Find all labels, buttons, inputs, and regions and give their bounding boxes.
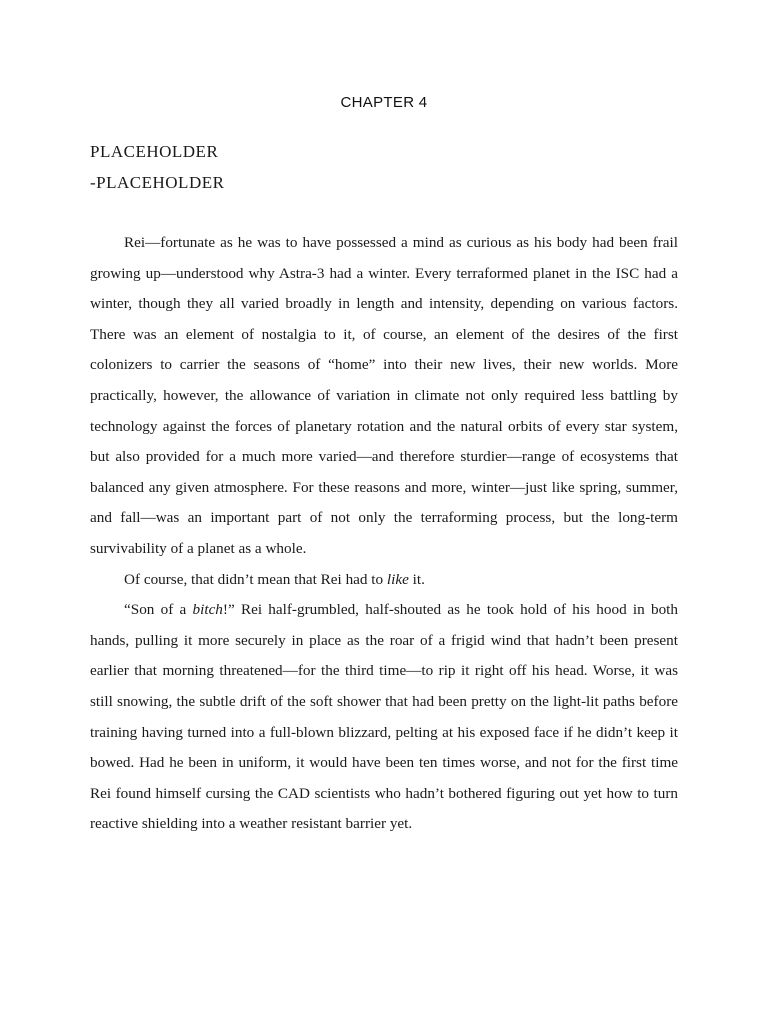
paragraph-2-text-end: it. bbox=[408, 570, 425, 588]
paragraph-1: Rei—fortunate as he was to have possessed a mind as curious as his body had been frail growing up—understood why Astra-3 had a winter. Every terraformed planet in the ISC had a winter, though they all varied broadly in length and intensity, depending on various factors. There was an element of nostalgia to it, of course, an element of the desires of the first colonizers to carrier the seasons of “home” into their new lives, their new worlds. More practically, however, the allowance of variation in climate not only required less battling by technology against the forces of planetary rotation and the natural orbits of every star system, but also provided for a much more varied—and therefore sturdier—range of ecosystems that balanced any given atmosphere. For these reasons and more, winter—just like spring, summer, and fall—was an important part of not only the terraforming process, but the long-term survivability of a planet as a whole. bbox=[90, 234, 678, 557]
paragraph-2-text-start: Of course, that didn’t mean that Rei had to bbox=[124, 570, 387, 588]
chapter-body bbox=[90, 228, 678, 840]
paragraph-3-emphasis: bitch bbox=[192, 601, 223, 619]
placeholder-line-1: PLACEHOLDER bbox=[90, 142, 219, 161]
placeholder-line-2: -PLACEHOLDER bbox=[90, 173, 225, 192]
chapter-heading: CHAPTER 4 bbox=[340, 94, 428, 111]
paragraph-2-emphasis: like bbox=[386, 570, 409, 588]
paragraph-3 bbox=[90, 595, 678, 840]
paragraph-2 bbox=[90, 565, 678, 596]
paragraph-3-text-start: “Son of a bbox=[124, 601, 193, 619]
paragraph-3-text-end: !” Rei half-grumbled, half-shouted as he took hold of his hood in both hands, pulling it more securely in place as the roar of a frigid wind that hadn’t been present earlier that morning threatened—for the third time—to rip it right off his head. Worse, it was still snowing, the subtle drift of the soft shower that had been pretty on the light-lit paths before training having turned into a full-blown blizzard, pelting at his exposed face if he didn’t keep it bowed. Had he been in uniform, it would have been ten times worse, and not for the first time Rei found himself cursing the CAD scientists who hadn’t bothered figuring out yet how to turn reactive shielding into a weather resistant barrier yet. bbox=[90, 601, 678, 833]
